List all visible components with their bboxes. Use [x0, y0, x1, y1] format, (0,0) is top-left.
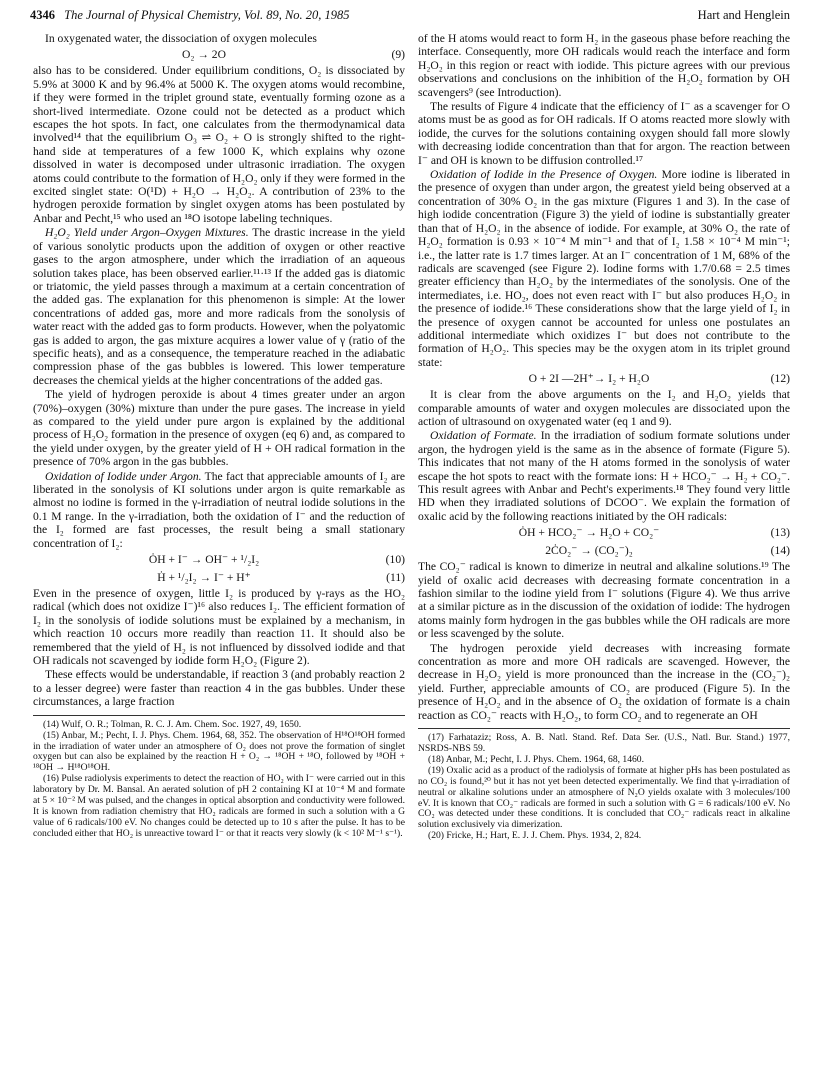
equation-expression: Ḣ + ¹/₂I₂ → I⁻ + H⁺: [157, 571, 251, 585]
equation-expression: 2ĊO₂⁻ → (CO₂⁻)₂: [545, 544, 633, 558]
section-heading: Oxidation of Iodide in the Presence of Oxygen.: [430, 168, 658, 182]
footnote: (19) Oxalic acid as a product of the radiolysis of formate at higher pHs has been postulated as no CO₂ is found,²⁰ but it has not yet been detected experimentally. We find that γ-irradiation of neutral or alkaline solutions under an atmosphere of N₂O yields oxalate with 3 molecules/100 eV. It is known that CO₂⁻ radicals are formed in such a solution with G = 6 radicals/100 eV. No CO₂ was detected under these conditions. It is concluded that CO₂⁻ radicals react in alkaline solution exclusively via dimerization.: [418, 764, 790, 831]
paragraph-text: More iodine is liberated in the presence of oxygen than under argon, the greatest yield being observed at a concentration of 30% O₂ in the gas mixture (Figures 1 and 3). In the case of high iodide concentration (Figure 3) the yield of iodine is substantially greater than that of H₂O₂ in the absence of iodide. For example, at 30% O₂ the rate of H₂O₂ formation is 0.93 × 10⁻⁴ M min⁻¹ and that of I₂ 1.58 × 10⁻⁴ M min⁻¹; i.e., the latter rate is 1.7 times larger. At an I⁻ concentration of 1 M, 68% of the radicals are scavenged (see Figure 2). Iodine forms with 1.7/0.68 = 2.5 times greater efficiency than H₂O₂ by the intermediates of the sonolysis. One of the intermediates, i.e. HO₂, does not even react with I⁻ but also produces H₂O₂ in the presence of iodide.¹⁶ These considerations show that the large yield of I₂ in the presence of oxygen cannot be accounted for unless one postulates an additional intermediate which oxidizes I⁻ but does not contribute to the formation of H₂O₂. This species may be the oxygen atom in its triplet ground state:: [418, 168, 790, 369]
paragraph-text: The fact that appreciable amounts of I₂ are liberated in the sonolysis of KI solutions under argon is quite remarkable as almost no iodine is formed in the γ-irradiation of neutral iodide solutions in the 0.1 M range. In the γ-irradiation, both the oxidation of I⁻ and the reduction of the I₂ formed are fast processes, the result being a small stationary concentration of I₂:: [33, 469, 405, 550]
footnote: (16) Pulse radiolysis experiments to detect the reaction of HO₂ with I⁻ were carried out in this laboratory by Dr. M. Bansal. An aerated solution of pH 2 containing KI at 10⁻⁴ M and formate at 5 × 10⁻² M was pulsed, and the changes in optical absorption and conductivity were followed. It is known from radiation chemistry that HO₂ radicals are formed in such a solution with a G value of 6 radicals/100 eV. No changes could be detected up to 10 s after the pulse. It has to be concluded either that HO₂ is unreactive toward I⁻ or that it reacts very slowly (k < 10² M⁻¹ s⁻¹).: [33, 773, 405, 839]
section-heading: Oxidation of Formate.: [430, 429, 537, 443]
paragraph: Even in the presence of oxygen, little I₂ is produced by γ-rays as the HO₂ radical (which does not oxidize I⁻)¹⁶ also reduces I₂. The efficient formation of I₂ in the sonolysis of iodide solutions must be explained by a mechanism, in which reaction 10 occurs more readily than reaction 11. It should also be remembered that the yield of H₂ is not influenced by dissolved iodide and that OH radicals not scavenged by iodide form H₂O₂ (Figure 2).: [33, 587, 405, 668]
footnote: (18) Anbar, M.; Pecht, I. J. Phys. Chem. 1964, 68, 1460.: [428, 753, 644, 765]
equation-number: (9): [391, 48, 405, 62]
paragraph: The CO₂⁻ radical is known to dimerize in neutral and alkaline solutions.¹⁹ The yield of oxalic acid decreases with decreasing formate concentration in a fashion similar to the iodine yield from I⁻ solutions (Figure 4). We thus arrive at a similar picture as in the discussion of the oxidation of iodide: The hydrogen atoms mainly form hydrogen in the gas bubbles while the OH radicals are more or less scavenged by the solute.: [418, 560, 790, 641]
paragraph-text: In the irradiation of sodium formate solutions under argon, the hydrogen yield is the same as in the absence of formate (Figure 5). This indicates that not many of the H atoms formed in the sonolysis of water escape the hot spots to react with the formate ions: H + HCO₂⁻ → H₂ + CO₂⁻. This result agrees with Anbar and Pecht's experiments.¹⁸ They found very little HD when they irradiated solutions of DCOO⁻. We explain the formation of oxalic acid by the following reactions initiated by the OH radicals:: [418, 429, 790, 523]
footnotes: [418, 728, 790, 842]
section-heading: Oxidation of Iodide under Argon.: [45, 469, 202, 483]
footnote: (14) Wulf, O. R.; Tolman, R. C. J. Am. Chem. Soc. 1927, 49, 1650.: [43, 718, 302, 730]
equation-expression: O + 2I —2H⁺→ I₂ + H₂O: [528, 372, 650, 386]
equation-number: (11): [386, 571, 405, 585]
equation-expression: O₂ → 2O: [182, 48, 226, 62]
footnote: (20) Fricke, H.; Hart, E. J. J. Chem. Phys. 1934, 2, 824.: [428, 830, 642, 842]
journal-title: The Journal of Physical Chemistry, Vol. 89, No. 20, 1985: [64, 8, 350, 22]
equation-11: [33, 569, 405, 586]
paragraph: In oxygenated water, the dissociation of oxygen molecules: [45, 32, 317, 45]
paragraph: also has to be considered. Under equilibrium conditions, O₂ is dissociated by 5.9% at 3000 K and by 96.4% at 5000 K. The oxygen atoms would recombine, if they were formed in the triplet ground state, eventually forming ozone as a short-lived intermediate. Ozone could not be detected as a product which escapes the hot spots. In fact, one calculates from the thermodynamical data involved¹⁴ that the equilibrium O₃ ⇌ O₂ + O is strongly shifted to the right-hand side at temperatures of a few 1000 K, which explains why ozone dissolved in water is decomposed under ultrasonic irradiation. The oxygen atoms could contribute to the formation of H₂O₂ only if they were formed in the excited singlet state: O(¹D) + H₂O → H₂O₂. A contribution of 23% to the hydrogen peroxide formation by singlet oxygen atoms has been postulated by Anbar and Pecht,¹⁵ who used an ¹⁸O isotope labeling techniques.: [33, 64, 405, 225]
paragraph: These effects would be understandable, if reaction 3 (and probably reaction 2 to a lesser degree) were faster than reaction 4 in the gas bubbles. Under these circumstances, a large fraction: [33, 668, 405, 709]
running-header: [30, 8, 790, 26]
paragraph: of the H atoms would react to form H₂ in the gaseous phase before reaching the interface. Consequently, more OH radicals would reach the interface and form H₂O₂ in this region or react with iodide. This picture agrees with our previous observations and conclusions on the inhibition of the H₂O₂ formation by OH scavengers⁹ (see Introduction).: [418, 32, 790, 99]
section-heading: H₂O₂ Yield under Argon–Oxygen Mixtures.: [45, 226, 249, 240]
equation-number: (12): [770, 372, 790, 386]
paragraph: The yield of hydrogen peroxide is about 4 times greater under an argon (70%)–oxygen (30%) mixture than under the pure gases. The increase in yield as compared to the yield under pure argon is explained by the additional process of H₂O₂ formation in the presence of oxygen (eq 6) and, as compared to the yield under oxygen, by the greater yield of H + OH radical formation in the presence of 70% argon in the gas bubbles.: [33, 388, 405, 469]
equation-10: [33, 551, 405, 568]
paragraph: [418, 168, 790, 369]
equation-9: [33, 46, 405, 63]
paragraph: [33, 226, 405, 387]
equation-expression: ȮH + I⁻ → OH⁻ + ¹/₂I₂: [148, 553, 260, 567]
equation-expression: ȮH + HCO₂⁻ → H₂O + CO₂⁻: [518, 526, 660, 540]
equation-number: (10): [385, 553, 405, 567]
equation-number: (14): [770, 544, 790, 558]
equation-14: [418, 542, 790, 559]
paragraph: [33, 470, 405, 550]
paragraph-text: The drastic increase in the yield of various sonolytic products upon the addition of oxygen or other reactive gases to the argon atmosphere, under which the irradiation of an aqueous solution takes place, has been observed earlier.¹¹·¹³ If the added gas is diatomic or triatomic, the yield passes through a maximum at a certain concentration of the added gas. The explanation for this phenomenon is simple: At the lower concentrations of added gas, more and more radicals from the sonolysis of water react with the added gas to form products. However, when the polyatomic gas is added to argon, the gas mixture acquires a lower value of γ (ratio of the specific heats), and as a consequence, the temperature reached in the adiabatic compression phase of the gas bubbles is lowered. This lower temperature decreases the chemical yields at the higher concentrations of the added gas.: [33, 226, 405, 387]
paragraph: The hydrogen peroxide yield decreases with increasing formate concentration as more and more OH radicals are scavenged. However, the decrease in H₂O₂ yield is more pronounced than the increase in the (CO₂⁻)₂ yield. Further, appreciable amounts of CO₂ are produced (Figure 5). In the presence of H₂O₂ and in the absence of O₂ the oxidation of formate is a chain reaction as CO₂⁻ reacts with H₂O₂, to form CO₂ and to regenerate an OH: [418, 641, 790, 722]
paragraph: The results of Figure 4 indicate that the efficiency of I⁻ as a scavenger for O atoms must be as good as for OH radicals. If O atoms reacted more slowly with iodide, the curves for the solutions containing oxygen should fall more slowly with decreasing iodide concentration than that for argon. The reaction between I⁻ and OH is known to be diffusion controlled.¹⁷: [418, 100, 790, 167]
right-column: [418, 32, 790, 842]
footnotes: [33, 715, 405, 840]
footnote: (17) Farhataziz; Ross, A. B. Natl. Stand. Ref. Data Ser. (U.S., Natl. Bur. Stand.) 1977, NSRDS-NBS 59.: [418, 732, 790, 754]
equation-12: [418, 370, 790, 387]
footnote: (15) Anbar, M.; Pecht, I. J. Phys. Chem. 1964, 68, 352. The observation of H¹⁸O¹⁸OH formed in the irradiation of water under an atmosphere of O₂ does not prove the formation of singlet oxygen but can also be explained by the reaction H + O₂ → ¹⁸OH + ¹⁸O, followed by ¹⁸OH + ¹⁸OH → H¹⁸O¹⁸OH.: [33, 729, 405, 774]
paragraph: It is clear from the above arguments on the I₂ and H₂O₂ yields that comparable amounts of water and oxygen molecules are dissociated upon the action of ultrasound on oxygenated water (eq 1 and 9).: [418, 388, 790, 428]
equation-number: (13): [770, 526, 790, 540]
left-column: [33, 32, 405, 840]
running-authors: Hart and Henglein: [697, 8, 790, 22]
page-number: 4346: [30, 8, 55, 22]
equation-13: [418, 524, 790, 541]
paragraph: [418, 429, 790, 523]
